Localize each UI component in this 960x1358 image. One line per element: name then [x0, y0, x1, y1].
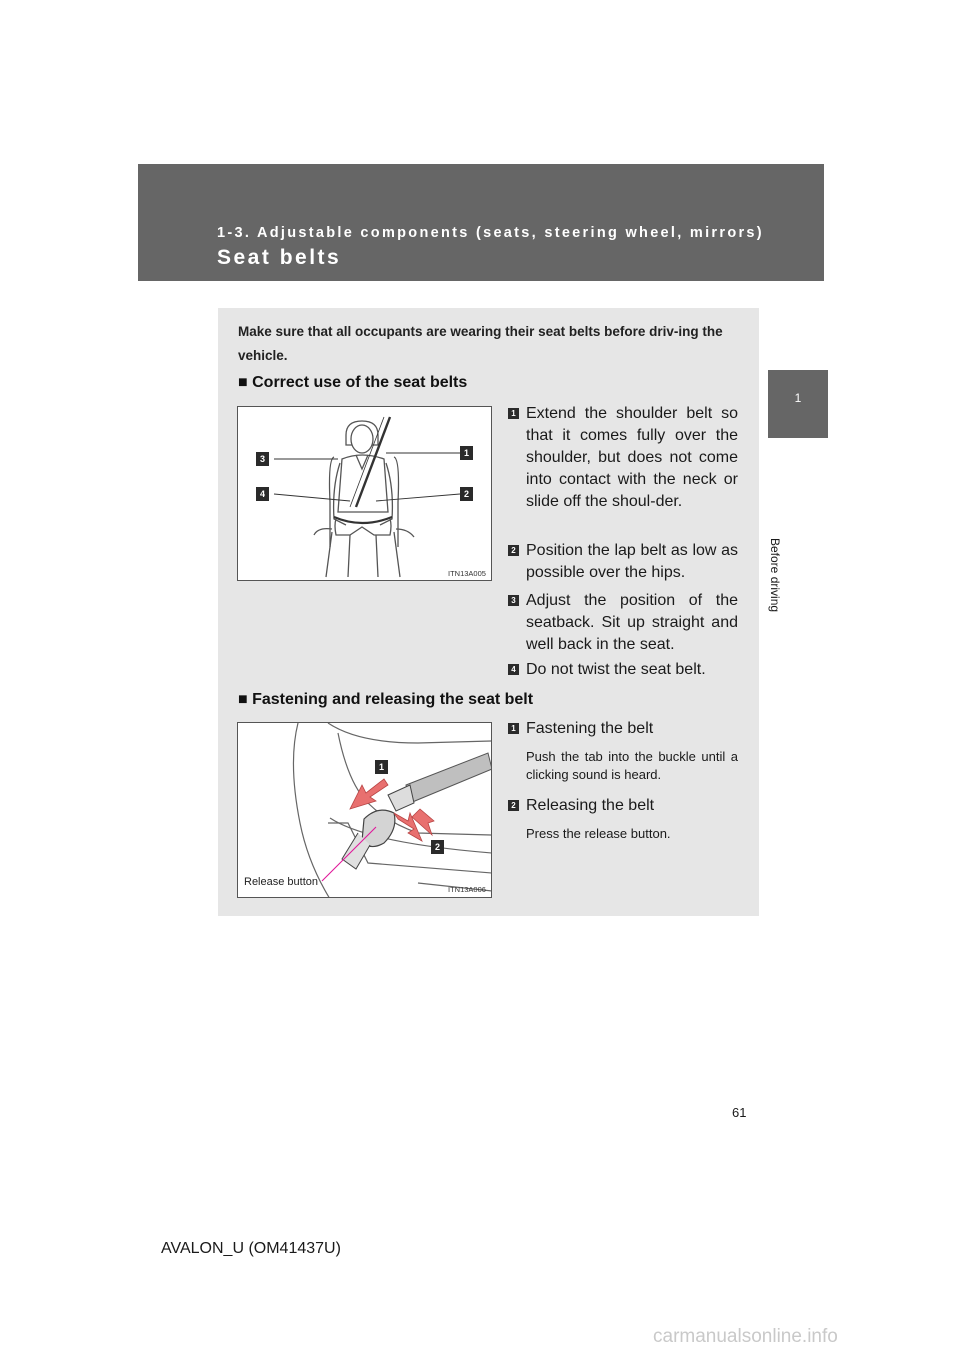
- section-title: 1-3. Adjustable components (seats, steering wheel, mirrors): [217, 225, 764, 241]
- figure-code: ITN13A006: [448, 885, 486, 894]
- section-heading-correct-use: ■ Correct use of the seat belts: [238, 374, 468, 391]
- callout-1: 1: [375, 760, 388, 774]
- step-3: [508, 590, 738, 656]
- step-text: Fastening the belt: [526, 720, 654, 737]
- figure-code: ITN13A005: [448, 569, 486, 578]
- step-fasten: [508, 718, 738, 783]
- step-number-badge: 4: [508, 664, 519, 675]
- step-number-badge: 2: [508, 545, 519, 556]
- step-number-badge: 2: [508, 800, 519, 811]
- callout-3: 3: [256, 452, 269, 466]
- step-number-badge: 3: [508, 595, 519, 606]
- page-number: 61: [732, 1105, 747, 1120]
- step-number-badge: 1: [508, 408, 519, 419]
- header-bar: [138, 164, 824, 281]
- section-heading-fastening: ■ Fastening and releasing the seat belt: [238, 691, 534, 708]
- step-note: Press the release button.: [526, 826, 671, 841]
- chapter-number: 1: [794, 391, 802, 405]
- callout-1: 1: [460, 446, 473, 460]
- step-text: Do not twist the seat belt.: [526, 661, 706, 678]
- callout-2: 2: [460, 487, 473, 501]
- step-text: Releasing the belt: [526, 797, 655, 814]
- chapter-label: Before driving: [768, 538, 782, 613]
- step-text: Position the lap belt as low as possible over the hips.: [526, 542, 738, 581]
- step-text: Adjust the position of the seatback. Sit up straight and well back in the seat.: [526, 592, 738, 653]
- step-note: Push the tab into the buckle until a clicking sound is heard.: [526, 749, 738, 782]
- buckle-illustration: [238, 723, 492, 898]
- seated-person-illustration: [238, 407, 492, 581]
- callout-4: 4: [256, 487, 269, 501]
- step-1: [508, 403, 738, 513]
- chapter-tab[interactable]: [768, 370, 828, 438]
- step-text: Extend the shoulder belt so that it comes fully over the shoulder, but does not come into contact with the neck or slide off the shoul-der.: [526, 405, 738, 510]
- release-button-label: Release button: [244, 876, 318, 888]
- model-code: AVALON_U (OM41437U): [161, 1240, 341, 1257]
- callout-2: 2: [431, 840, 444, 854]
- step-4: [508, 659, 738, 681]
- figure-correct-use: [237, 406, 492, 581]
- step-2: [508, 540, 738, 584]
- figure-fastening: [237, 722, 492, 898]
- watermark-text: carmanualsonline.info: [653, 1326, 838, 1347]
- content-panel: [218, 308, 759, 916]
- page-heading: Seat belts: [217, 246, 342, 269]
- step-number-badge: 1: [508, 723, 519, 734]
- intro-text: Make sure that all occupants are wearing their seat belts before driv-ing the vehicle.: [238, 324, 723, 363]
- step-release: [508, 795, 738, 843]
